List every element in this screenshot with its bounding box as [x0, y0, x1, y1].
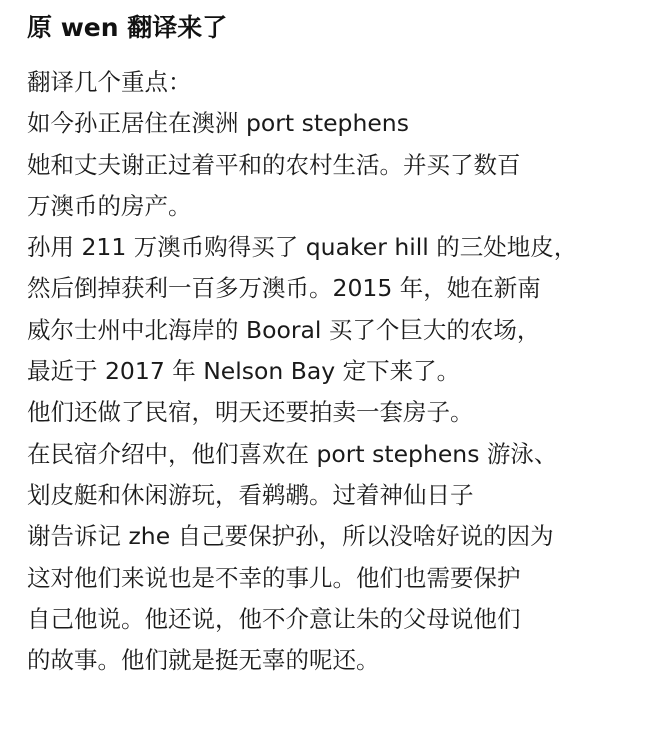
- post-line: 在民宿介绍中，他们喜欢在 port stephens 游泳、: [27, 439, 558, 468]
- post-line: 翻译几个重点：: [27, 68, 192, 96]
- post-line: 最近于 2017 年 Nelson Bay 定下来了。: [27, 357, 461, 386]
- post-line: 划皮艇和休闲游玩，看鹈鹕。过着神仙日子: [27, 480, 474, 509]
- post-body: [27, 62, 630, 681]
- post-line: 自己他说。他还说，他不介意让朱的父母说他们: [27, 604, 521, 633]
- post-line: 威尔士州中北海岸的 Booral 买了个巨大的农场，: [27, 315, 541, 344]
- post-line: 如今孙正居住在澳洲 port stephens: [27, 109, 409, 138]
- post-line: 然后倒掉获利一百多万澳币。2015 年，她在新南: [27, 274, 541, 303]
- post-line: 谢告诉记 zhe 自己要保护孙，所以没啥好说的因为: [27, 522, 554, 551]
- post-line: 的故事。他们就是挺无辜的呢还。: [27, 646, 380, 675]
- post-title: 原 wen 翻译来了: [27, 13, 228, 42]
- post-line: 孙用 211 万澳币购得买了 quaker hill 的三处地皮，: [27, 233, 578, 262]
- post-line: 这对他们来说也是不幸的事儿。他们也需要保护: [27, 563, 521, 592]
- post-line: 她和丈夫谢正过着平和的农村生活。并买了数百: [27, 150, 521, 179]
- post-line: 他们还做了民宿，明天还要拍卖一套房子。: [27, 398, 474, 427]
- post-line: 万澳币的房产。: [27, 191, 192, 220]
